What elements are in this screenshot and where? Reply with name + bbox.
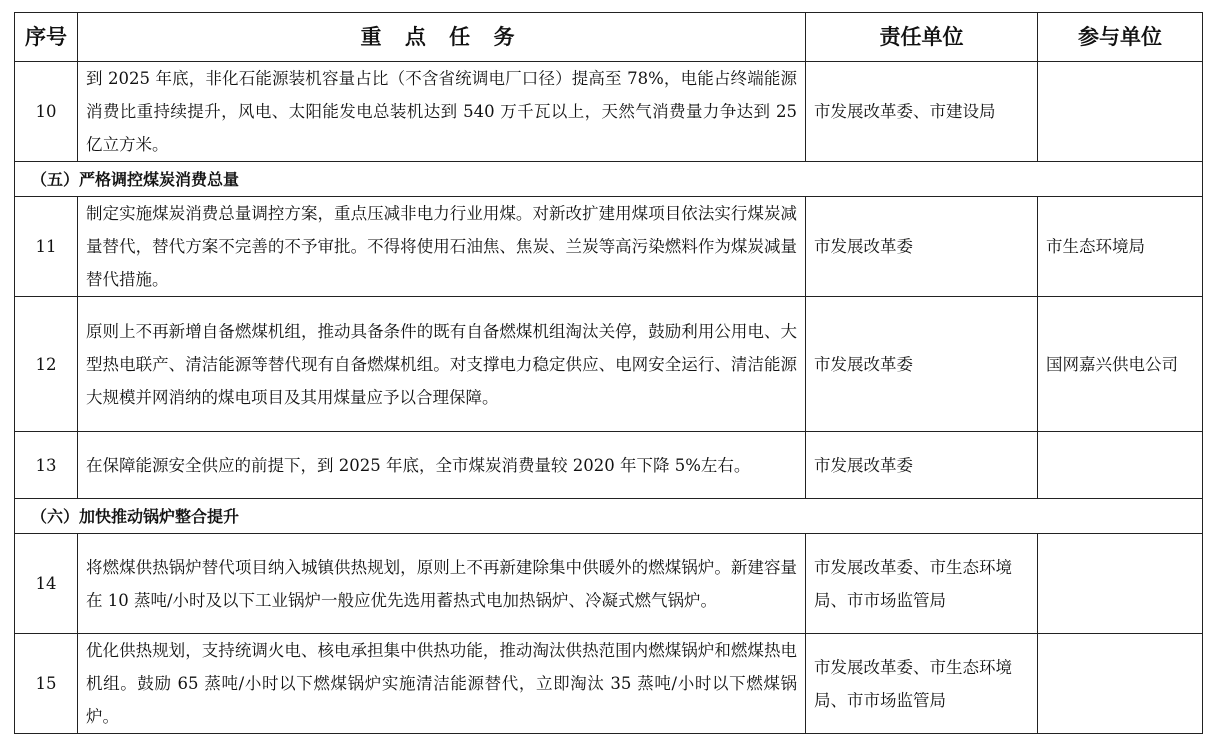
row-participant: 国网嘉兴供电公司 [1038, 297, 1203, 432]
row-participant [1038, 634, 1203, 734]
row-task: 原则上不再新增自备燃煤机组，推动具备条件的既有自备燃煤机组淘汰关停，鼓励利用公用电、大型热电联产、清洁能源等替代现有自备燃煤机组。对支撑电力稳定供应、电网安全运行、清洁能源大规模并网消纳的煤电项目及其用煤量应予以合理保障。 [78, 297, 806, 432]
table-row [15, 432, 1203, 499]
row-responsible: 市发展改革委、市生态环境局、市市场监管局 [806, 534, 1038, 634]
row-seq: 14 [15, 534, 78, 634]
row-participant [1038, 534, 1203, 634]
table-row [15, 634, 1203, 734]
table-row [15, 197, 1203, 297]
row-task: 到 2025 年底，非化石能源装机容量占比（不含省统调电厂口径）提高至 78%，电能占终端能源消费比重持续提升，风电、太阳能发电总装机达到 540 万千瓦以上，天然气消费量力争达到 25 亿立方米。 [78, 62, 806, 162]
header-seq: 序号 [15, 13, 78, 62]
section-row [15, 499, 1203, 534]
row-participant: 市生态环境局 [1038, 197, 1203, 297]
section-title: （六）加快推动锅炉整合提升 [15, 499, 1203, 534]
section-row [15, 162, 1203, 197]
header-participant: 参与单位 [1038, 13, 1203, 62]
table-row [15, 534, 1203, 634]
header-task: 重 点 任 务 [78, 13, 806, 62]
row-responsible: 市发展改革委、市生态环境局、市市场监管局 [806, 634, 1038, 734]
row-responsible: 市发展改革委 [806, 297, 1038, 432]
row-task: 优化供热规划，支持统调火电、核电承担集中供热功能，推动淘汰供热范围内燃煤锅炉和燃煤热电机组。鼓励 65 蒸吨/小时以下燃煤锅炉实施清洁能源替代，立即淘汰 35 蒸吨/小时以下燃煤锅炉。 [78, 634, 806, 734]
row-seq: 12 [15, 297, 78, 432]
row-task: 将燃煤供热锅炉替代项目纳入城镇供热规划，原则上不再新建除集中供暖外的燃煤锅炉。新建容量在 10 蒸吨/小时及以下工业锅炉一般应优先选用蓄热式电加热锅炉、冷凝式燃气锅炉。 [78, 534, 806, 634]
table-header-row [15, 13, 1203, 62]
row-task: 在保障能源安全供应的前提下，到 2025 年底，全市煤炭消费量较 2020 年下降 5%左右。 [78, 432, 806, 499]
row-task: 制定实施煤炭消费总量调控方案，重点压减非电力行业用煤。对新改扩建用煤项目依法实行煤炭减量替代，替代方案不完善的不予审批。不得将使用石油焦、焦炭、兰炭等高污染燃料作为煤炭减量替代措施。 [78, 197, 806, 297]
row-seq: 10 [15, 62, 78, 162]
row-responsible: 市发展改革委、市建设局 [806, 62, 1038, 162]
row-seq: 13 [15, 432, 78, 499]
row-seq: 11 [15, 197, 78, 297]
table-row [15, 62, 1203, 162]
row-seq: 15 [15, 634, 78, 734]
row-responsible: 市发展改革委 [806, 432, 1038, 499]
row-participant [1038, 432, 1203, 499]
section-title: （五）严格调控煤炭消费总量 [15, 162, 1203, 197]
row-responsible: 市发展改革委 [806, 197, 1038, 297]
header-responsible: 责任单位 [806, 13, 1038, 62]
table-row [15, 297, 1203, 432]
row-participant [1038, 62, 1203, 162]
task-table [14, 12, 1203, 734]
